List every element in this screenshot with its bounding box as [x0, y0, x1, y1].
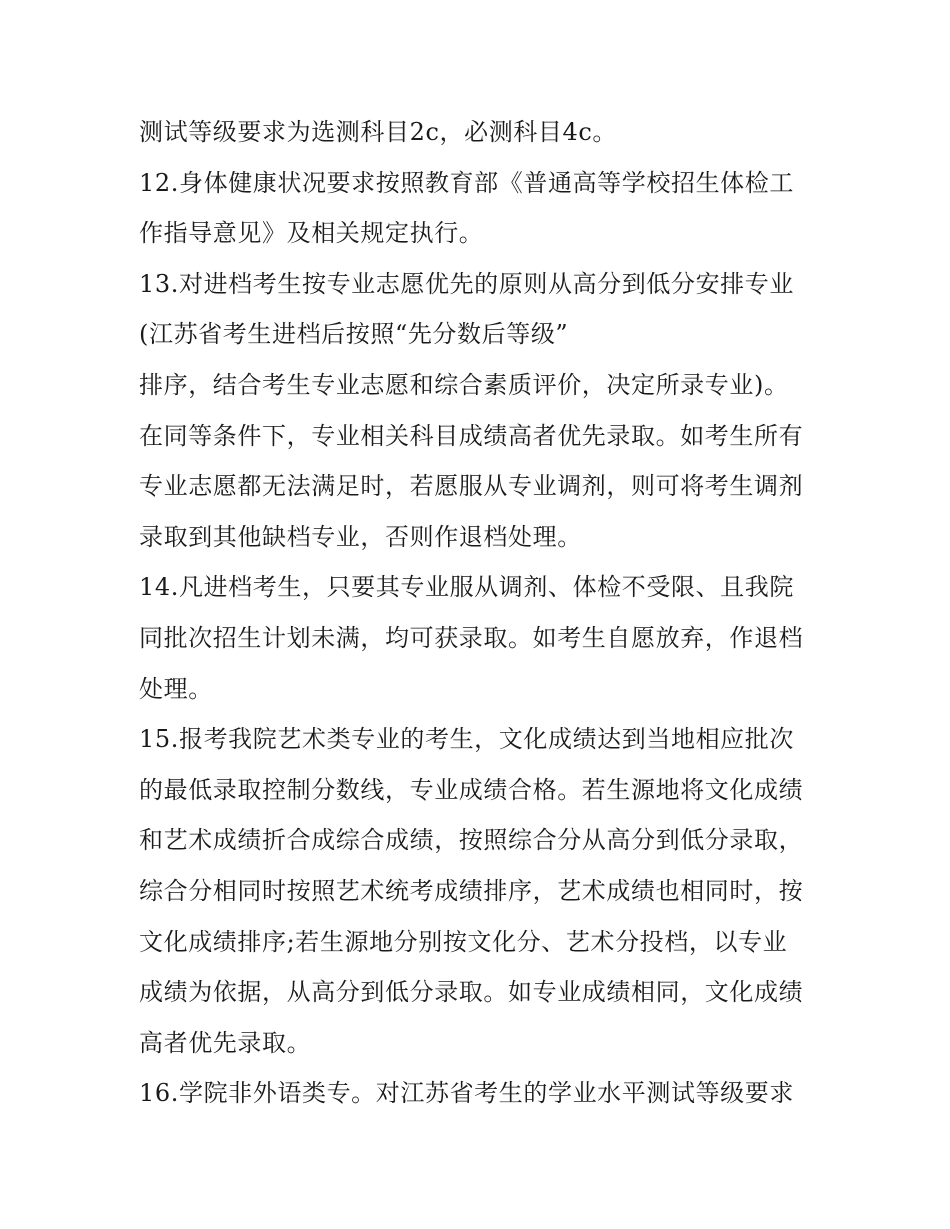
text-line: 专业志愿都无法满足时，若愿服从专业调剂，则可将考生调剂	[139, 472, 804, 501]
text-line: 成绩为依据，从高分到低分录取。如专业成绩相同，文化成绩	[139, 978, 804, 1007]
text-line: 15.报考我院艺术类专业的考生，文化成绩达到当地相应批次	[139, 725, 794, 754]
text-line: 16.学院非外语类专。对江苏省考生的学业水平测试等级要求	[139, 1079, 794, 1108]
text-line: 12.身体健康状况要求按照教育部《普通高等学校招生体检工	[139, 168, 794, 197]
text-line: 在同等条件下，专业相关科目成绩高者优先录取。如考生所有	[139, 421, 804, 450]
text-line: 作指导意见》及相关规定执行。	[139, 219, 484, 248]
text-line: 录取到其他缺档专业，否则作退档处理。	[139, 522, 582, 551]
text-line: 同批次招生计划未满，均可获录取。如考生自愿放弃，作退档	[139, 623, 804, 652]
text-line: 排序，结合考生专业志愿和综合素质评价，决定所录专业)。	[139, 370, 789, 399]
text-line: 14.凡进档考生，只要其专业服从调剂、体检不受限、且我院	[139, 573, 794, 602]
text-line: 13.对进档考生按专业志愿优先的原则从高分到低分安排专业	[139, 269, 794, 298]
text-line: 处理。	[139, 674, 213, 703]
text-line: 测试等级要求为选测科目2c，必测科目4c。	[139, 118, 618, 146]
text-line: 高者优先录取。	[139, 1028, 312, 1057]
document-body	[139, 107, 819, 1119]
text-line: 文化成绩排序;若生源地分别按文化分、艺术分投档，以专业	[139, 927, 788, 956]
text-line: 的最低录取控制分数线，专业成绩合格。若生源地将文化成绩	[139, 775, 804, 804]
text-line: 综合分相同时按照艺术统考成绩排序，艺术成绩也相同时，按	[139, 876, 804, 905]
text-line: (江苏省考生进档后按照“先分数后等级”	[139, 320, 569, 349]
text-line: 和艺术成绩折合成综合成绩，按照综合分从高分到低分录取，	[139, 826, 804, 855]
